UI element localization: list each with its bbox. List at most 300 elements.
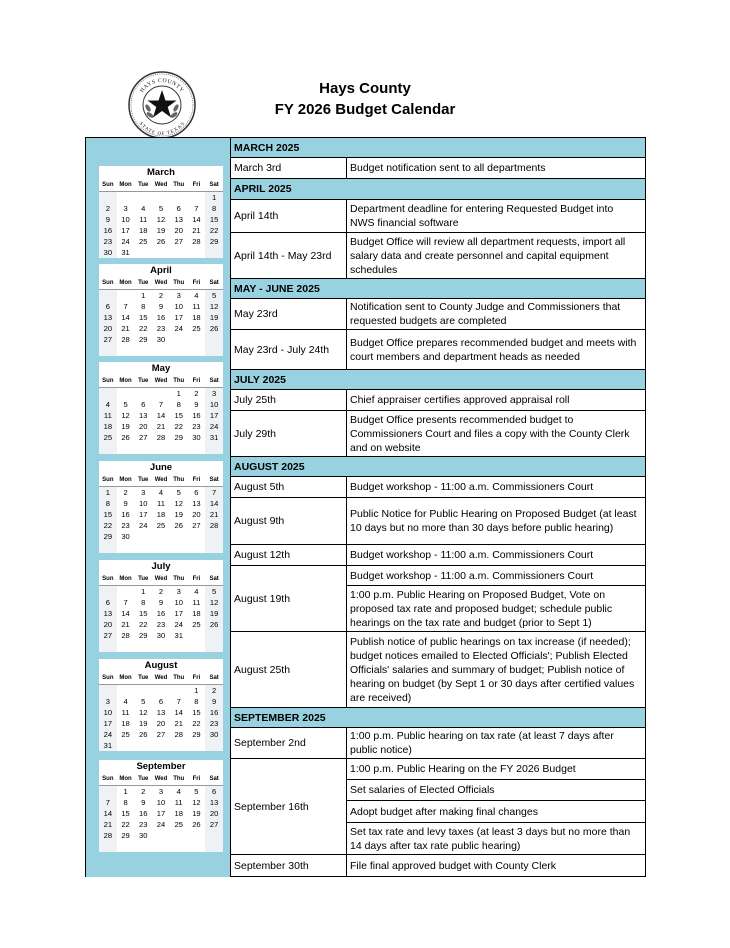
calendar-month-title: July (151, 561, 171, 572)
calendar-day: 9 (141, 798, 146, 807)
calendar-day: 16 (121, 510, 130, 519)
calendar-empty-cell (117, 641, 135, 652)
calendar-day: 21 (205, 509, 223, 520)
row-date: August 12th (231, 545, 347, 565)
calendar-day: 22 (205, 225, 223, 236)
calendar-day: 14 (121, 609, 130, 618)
weekday-label: Tue (134, 376, 152, 388)
calendar-day: 11 (99, 410, 117, 421)
calendar-day: 23 (139, 820, 148, 829)
calendar-day: 28 (192, 237, 201, 246)
weekday-label: Fri (188, 673, 206, 685)
row-date: May 23rd (231, 299, 347, 329)
calendar-day: 18 (192, 313, 201, 322)
calendar-day: 7 (158, 400, 164, 409)
row-date: September 2nd (231, 728, 347, 758)
table-row (231, 158, 645, 179)
row-description: Budget notification sent to all departments (350, 162, 546, 174)
calendar-day: 18 (139, 226, 148, 235)
calendar-day: 2 (123, 488, 128, 497)
calendar-day: 7 (99, 797, 117, 808)
calendar-day: 19 (174, 510, 183, 519)
row-date: April 14th (231, 200, 347, 232)
weekday-label: Wed (152, 376, 170, 388)
title-line-2: FY 2026 Budget Calendar (274, 101, 456, 118)
calendar-day: 2 (158, 587, 164, 596)
calendar-day: 29 (192, 730, 201, 739)
calendar-day: 24 (139, 521, 148, 530)
calendar-day: 22 (121, 820, 130, 829)
calendar-day: 9 (123, 499, 128, 508)
calendar-empty-cell (152, 192, 170, 203)
seal-bottom-text: STATE OF TEXAS (137, 121, 187, 138)
calendar-month-title: June (149, 462, 173, 473)
calendar-day: 31 (99, 740, 117, 751)
calendar-empty-cell (188, 345, 206, 356)
calendar-empty-cell (170, 247, 188, 258)
calendar-empty-cell (152, 345, 170, 356)
calendar-day: 23 (99, 236, 117, 247)
weekday-label: Fri (188, 774, 206, 786)
table-row (231, 498, 645, 545)
calendar-day: 28 (99, 830, 117, 841)
table-row (231, 477, 645, 498)
calendar-day: 12 (139, 708, 148, 717)
calendar-day: 15 (192, 708, 201, 717)
calendar-day: 6 (176, 204, 181, 213)
calendar-empty-cell (99, 641, 117, 652)
calendar-empty-cell (170, 685, 188, 696)
weekday-label: Mon (117, 278, 135, 290)
calendar-day: 13 (156, 708, 166, 717)
calendar-month-title: March (147, 167, 175, 178)
calendar-day: 16 (205, 707, 223, 718)
calendar-empty-cell (205, 542, 223, 553)
weekday-label: Mon (117, 475, 135, 487)
weekday-label: Wed (152, 673, 170, 685)
calendar-empty-cell (205, 345, 223, 356)
calendar-empty-cell (134, 740, 152, 751)
calendar-empty-cell (117, 685, 135, 696)
calendar-day: 23 (121, 521, 130, 530)
calendar-day: 18 (99, 421, 117, 432)
row-description: Adopt budget after making final changes (347, 801, 645, 823)
calendar-day: 21 (174, 719, 183, 728)
calendar-day: 26 (174, 521, 183, 530)
calendar-day: 4 (141, 204, 146, 213)
calendar-day: 8 (176, 400, 181, 409)
calendar-day: 25 (156, 521, 166, 530)
weekday-label: Fri (188, 278, 206, 290)
row-date: May 23rd - July 24th (231, 330, 347, 369)
calendar-day: 25 (139, 237, 148, 246)
calendar-empty-cell (152, 830, 170, 841)
weekday-label: Sun (99, 180, 117, 192)
calendar-empty-cell (170, 345, 188, 356)
row-description: Budget Office presents recommended budget to Commissioners Court and files a copy with the County Clerk and on website (350, 413, 630, 454)
table-row (231, 200, 645, 233)
calendar-day: 29 (174, 433, 183, 442)
calendar-empty-cell (152, 542, 170, 553)
weekday-label: Sun (99, 376, 117, 388)
calendar-day: 14 (121, 313, 130, 322)
calendar-day: 24 (205, 421, 223, 432)
calendar-empty-cell (134, 443, 152, 454)
row-date: July 25th (231, 390, 347, 410)
calendar-day: 7 (205, 487, 223, 498)
calendar-day: 30 (205, 729, 223, 740)
calendar-empty-cell (134, 345, 152, 356)
calendar-day: 21 (121, 620, 130, 629)
mini-calendar-march (99, 166, 223, 258)
calendar-day: 25 (99, 432, 117, 443)
weekday-label: Thu (170, 278, 188, 290)
calendar-empty-cell (117, 841, 135, 852)
calendar-grid (99, 180, 223, 258)
calendar-day: 27 (174, 237, 183, 246)
calendar-day: 8 (205, 203, 223, 214)
calendar-day: 24 (174, 620, 183, 629)
weekday-label: Mon (117, 376, 135, 388)
table-row (231, 632, 645, 708)
calendar-empty-cell (117, 542, 135, 553)
calendar-day: 15 (139, 313, 148, 322)
calendar-empty-cell (188, 443, 206, 454)
calendar-day: 19 (205, 608, 223, 619)
calendar-day: 7 (194, 204, 199, 213)
calendar-day: 12 (205, 597, 223, 608)
calendar-empty-cell (152, 247, 170, 258)
row-description: 1:00 p.m. Public hearing on tax rate (at least 7 days after public notice) (350, 730, 614, 756)
calendar-day: 9 (158, 598, 164, 607)
calendar-day: 4 (194, 587, 199, 596)
calendar-day: 10 (174, 598, 183, 607)
table-row (231, 759, 645, 855)
calendar-day: 24 (99, 729, 117, 740)
calendar-day: 4 (99, 399, 117, 410)
calendar-empty-cell (99, 542, 117, 553)
mini-calendar-august (99, 659, 223, 751)
weekday-label: Fri (188, 574, 206, 586)
section-header-april: APRIL 2025 (231, 179, 645, 200)
calendar-day: 9 (99, 214, 117, 225)
calendar-day: 1 (123, 787, 128, 796)
calendar-day: 20 (174, 226, 183, 235)
calendar-empty-cell (134, 531, 152, 542)
calendar-day: 4 (123, 697, 128, 706)
calendar-day: 5 (194, 787, 199, 796)
row-date: August 19th (231, 566, 347, 631)
mini-calendar-september (99, 760, 223, 852)
calendar-empty-cell (99, 586, 117, 597)
row-description: 1:00 p.m. Public Hearing on Proposed Budget, Vote on proposed tax rate and proposed budget; schedule public hearings on the tax rate and budget (prior to Sept 1) (350, 589, 613, 629)
calendar-day: 12 (192, 798, 201, 807)
calendar-empty-cell (188, 247, 206, 258)
calendar-day: 13 (205, 797, 223, 808)
calendar-day: 11 (174, 798, 183, 807)
calendar-day: 3 (176, 587, 181, 596)
calendar-day: 8 (141, 598, 146, 607)
calendar-day: 1 (141, 587, 146, 596)
calendar-day: 16 (156, 609, 166, 618)
weekday-label: Tue (134, 574, 152, 586)
calendar-empty-cell (152, 841, 170, 852)
calendar-empty-cell (152, 531, 170, 542)
calendar-empty-cell (188, 192, 206, 203)
calendar-day: 17 (156, 809, 166, 818)
calendar-day: 18 (156, 510, 166, 519)
calendar-day: 19 (156, 226, 166, 235)
calendar-day: 15 (99, 509, 117, 520)
mini-calendar-april (99, 264, 223, 356)
calendar-day: 22 (174, 422, 183, 431)
weekday-label: Thu (170, 774, 188, 786)
weekday-label: Fri (188, 180, 206, 192)
calendar-empty-cell (205, 830, 223, 841)
table-row (231, 299, 645, 330)
calendar-day: 20 (156, 719, 166, 728)
calendar-day: 13 (99, 312, 117, 323)
calendar-day: 12 (121, 411, 130, 420)
calendar-empty-cell (205, 630, 223, 641)
calendar-day: 20 (205, 808, 223, 819)
calendar-grid (99, 574, 223, 652)
weekday-label: Wed (152, 180, 170, 192)
calendar-day: 15 (121, 809, 130, 818)
calendar-day: 17 (121, 226, 130, 235)
calendar-day: 22 (99, 520, 117, 531)
calendar-day: 15 (139, 609, 148, 618)
row-date: August 9th (231, 498, 347, 544)
calendar-empty-cell (205, 443, 223, 454)
calendar-empty-cell (188, 740, 206, 751)
calendar-day: 13 (192, 499, 201, 508)
row-description: Chief appraiser certifies approved appraisal roll (350, 394, 570, 406)
calendar-day: 17 (205, 410, 223, 421)
weekday-label: Wed (152, 574, 170, 586)
calendar-day: 16 (99, 225, 117, 236)
calendar-empty-cell (152, 740, 170, 751)
calendar-empty-cell (188, 334, 206, 345)
calendar-empty-cell (99, 388, 117, 399)
calendar-day: 6 (205, 786, 223, 797)
row-description: Set tax rate and levy taxes (at least 3 days but no more than 14 days after tax rate public hearing) (350, 826, 631, 852)
calendar-month-title: August (144, 660, 178, 671)
calendar-grid (99, 774, 223, 852)
weekday-label: Thu (170, 574, 188, 586)
weekday-label: Sat (205, 774, 223, 786)
weekday-label: Mon (117, 673, 135, 685)
calendar-day: 4 (194, 291, 199, 300)
weekday-label: Tue (134, 673, 152, 685)
calendar-empty-cell (134, 685, 152, 696)
county-seal (127, 70, 197, 140)
calendar-month-title: May (151, 363, 171, 374)
calendar-day: 10 (174, 302, 183, 311)
calendar-empty-cell (188, 542, 206, 553)
calendar-day: 21 (121, 324, 130, 333)
calendar-empty-cell (117, 192, 135, 203)
calendar-day: 2 (194, 389, 199, 398)
table-row (231, 728, 645, 759)
table-row (231, 390, 645, 411)
budget-calendar-frame (85, 137, 646, 877)
calendar-day: 18 (174, 809, 183, 818)
calendar-empty-cell (117, 586, 135, 597)
calendar-day: 3 (99, 696, 117, 707)
calendar-empty-cell (170, 531, 188, 542)
document-title (230, 78, 500, 120)
calendar-empty-cell (170, 542, 188, 553)
weekday-label: Fri (188, 475, 206, 487)
calendar-day: 28 (156, 433, 166, 442)
calendar-day: 14 (205, 498, 223, 509)
calendar-day: 14 (156, 411, 166, 420)
calendar-day: 30 (156, 335, 166, 344)
seal-top-text: HAYS COUNTY (139, 77, 185, 94)
calendar-day: 16 (192, 411, 201, 420)
calendar-empty-cell (188, 531, 206, 542)
calendar-empty-cell (205, 247, 223, 258)
table-row (231, 855, 645, 877)
calendar-day: 9 (194, 400, 199, 409)
table-row (231, 566, 645, 632)
calendar-empty-cell (170, 334, 188, 345)
calendar-day: 3 (123, 204, 128, 213)
calendar-day: 31 (121, 248, 130, 257)
row-date: August 25th (231, 632, 347, 707)
calendar-day: 24 (174, 324, 183, 333)
calendar-empty-cell (134, 641, 152, 652)
calendar-day: 16 (139, 809, 148, 818)
weekday-label: Thu (170, 475, 188, 487)
calendar-day: 23 (205, 718, 223, 729)
calendar-day: 13 (139, 411, 148, 420)
calendar-day: 29 (139, 631, 148, 640)
calendar-day: 5 (205, 290, 223, 301)
calendar-day: 6 (141, 400, 146, 409)
calendar-grid (99, 376, 223, 454)
weekday-label: Tue (134, 774, 152, 786)
calendar-day: 20 (192, 510, 201, 519)
calendar-day: 9 (158, 302, 164, 311)
calendar-day: 20 (99, 323, 117, 334)
calendar-day: 2 (99, 203, 117, 214)
calendar-day: 3 (205, 388, 223, 399)
weekday-label: Tue (134, 475, 152, 487)
calendar-day: 8 (99, 498, 117, 509)
calendar-day: 28 (174, 730, 183, 739)
calendar-day: 13 (99, 608, 117, 619)
weekday-label: Sat (205, 376, 223, 388)
calendar-day: 22 (139, 324, 148, 333)
weekday-label: Thu (170, 376, 188, 388)
calendar-day: 24 (121, 237, 130, 246)
calendar-empty-cell (170, 443, 188, 454)
calendar-day: 19 (205, 312, 223, 323)
calendar-day: 14 (192, 215, 201, 224)
calendar-day: 6 (158, 697, 164, 706)
calendar-empty-cell (188, 841, 206, 852)
row-description: 1:00 p.m. Public Hearing on the FY 2026 Budget (347, 759, 645, 780)
weekday-label: Sun (99, 774, 117, 786)
table-row (231, 330, 645, 370)
calendar-day: 30 (121, 532, 130, 541)
mini-calendar-sidebar (86, 138, 231, 877)
calendar-month-title: September (136, 761, 186, 772)
calendar-empty-cell (152, 388, 170, 399)
calendar-empty-cell (117, 345, 135, 356)
section-header-august: AUGUST 2025 (231, 457, 645, 477)
calendar-day: 17 (174, 313, 183, 322)
calendar-day: 11 (192, 598, 201, 607)
calendar-day: 29 (121, 831, 130, 840)
calendar-day: 3 (158, 787, 164, 796)
calendar-day: 5 (141, 697, 146, 706)
calendar-day: 29 (139, 335, 148, 344)
calendar-empty-cell (117, 388, 135, 399)
calendar-empty-cell (170, 830, 188, 841)
calendar-day: 5 (205, 586, 223, 597)
calendar-day: 21 (192, 226, 201, 235)
calendar-day: 14 (99, 808, 117, 819)
weekday-label: Sat (205, 180, 223, 192)
calendar-day: 5 (158, 204, 164, 213)
calendar-day: 7 (123, 598, 128, 607)
section-header-september: SEPTEMBER 2025 (231, 708, 645, 728)
calendar-day: 25 (121, 730, 130, 739)
calendar-day: 31 (174, 631, 183, 640)
calendar-day: 21 (156, 422, 166, 431)
weekday-label: Tue (134, 180, 152, 192)
calendar-day: 5 (123, 400, 128, 409)
table-row (231, 411, 645, 457)
calendar-day: 27 (99, 630, 117, 641)
calendar-day: 26 (121, 433, 130, 442)
row-description: Department deadline for entering Requested Budget into NWS financial software (350, 203, 614, 229)
calendar-day: 18 (121, 719, 130, 728)
calendar-day: 26 (205, 619, 223, 630)
calendar-empty-cell (117, 740, 135, 751)
weekday-label: Sun (99, 673, 117, 685)
weekday-label: Sun (99, 574, 117, 586)
row-date: September 16th (231, 759, 347, 854)
calendar-day: 27 (99, 334, 117, 345)
calendar-day: 10 (121, 215, 130, 224)
calendar-day: 25 (192, 324, 201, 333)
mini-calendar-june (99, 461, 223, 553)
calendar-grid (99, 673, 223, 751)
calendar-day: 13 (174, 215, 183, 224)
calendar-day: 30 (156, 631, 166, 640)
calendar-empty-cell (99, 841, 117, 852)
row-description: Public Notice for Public Hearing on Proposed Budget (at least 10 days but no more than 30 days before public hearing) (350, 508, 637, 534)
calendar-empty-cell (134, 388, 152, 399)
weekday-label: Sat (205, 278, 223, 290)
weekday-label: Sun (99, 475, 117, 487)
calendar-day: 28 (121, 631, 130, 640)
calendar-day: 8 (141, 302, 146, 311)
calendar-day: 12 (156, 215, 166, 224)
calendar-empty-cell (205, 841, 223, 852)
title-line-1: Hays County (319, 80, 411, 97)
calendar-empty-cell (134, 247, 152, 258)
calendar-empty-cell (152, 443, 170, 454)
calendar-day: 27 (139, 433, 148, 442)
weekday-label: Mon (117, 774, 135, 786)
row-description: Budget Office will review all department requests, import all salary data and create personnel and capital equipment schedules (350, 235, 626, 276)
calendar-day: 20 (99, 619, 117, 630)
